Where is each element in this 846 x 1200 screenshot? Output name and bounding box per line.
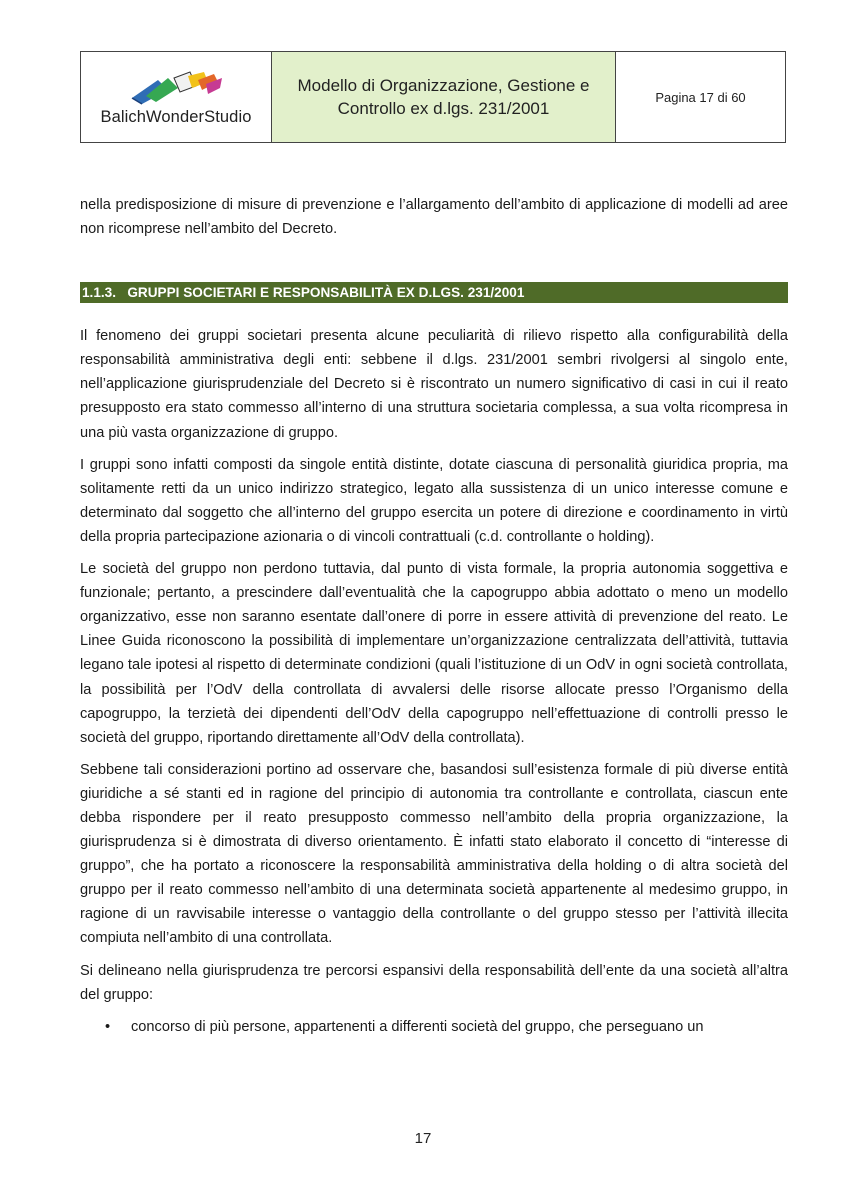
section-heading	[80, 282, 788, 303]
document-title-line1: Modello di Organizzazione, Gestione e	[297, 76, 590, 95]
page-label-cell	[616, 52, 785, 142]
section-heading-text: 1.1.3. GRUPPI SOCIETARI E RESPONSABILITÀ EX D.LGS. 231/2001	[82, 285, 525, 301]
bullet-icon: •	[105, 1018, 111, 1035]
paragraph-5: Si delineano nella giurisprudenza tre percorsi espansivi della responsabilità dell’ente da una società all’altra del gruppo:	[80, 962, 788, 1003]
bullet-list	[80, 1015, 788, 1039]
logo-cell	[81, 52, 272, 142]
document-title-cell	[272, 52, 616, 142]
document-title	[298, 74, 590, 120]
page-content	[80, 193, 788, 1039]
paragraph-2: I gruppi sono infatti composti da singole entità distinte, dotate ciascuna di personalità giuridica propria, ma solitamente retti da un unico indirizzo strategico, legato alla sussistenza di un unico interesse comune e determinato dal soggetto che all’interno del gruppo esercita un potere di direzione e coordinamento in virtù della propria partecipazione azionaria o di vincoli contrattuali (c.d. controllante o holding).	[80, 456, 788, 545]
paragraph-3: Le società del gruppo non perdono tuttavia, dal punto di vista formale, la propria autonomia soggettiva e funzionale; pertanto, a prescindere dall’eventualità che la capogruppo abbia adottato o meno un modello organizzativo, esse non saranno esentate dall’onere di porre in essere attività di prevenzione del reato. Le Linee Guida riconoscono la possibilità di implementare un’organizzazione centralizzata dell’attività, tuttavia legano tale ipotesi al rispetto di determinate condizioni (quali l’istituzione di un OdV in ogni società controllata, la possibilità per l’OdV della controllata di avvalersi delle risorse allocate presso l’Organismo della capogruppo, la terzietà dei dipendenti dell’OdV della capogruppo nell’effettuazione di controlli presso le società del gruppo, riportando direttamente all’OdV della controllata).	[80, 561, 788, 746]
list-item-text: concorso di più persone, appartenenti a differenti società del gruppo, che perseguano un	[131, 1018, 704, 1035]
list-item	[80, 1015, 788, 1039]
page-header	[80, 51, 786, 143]
logo-icon	[128, 68, 224, 106]
document-title-line2: Controllo ex d.lgs. 231/2001	[337, 99, 550, 118]
footer-page-number: 17	[414, 1130, 432, 1147]
page-label: Pagina 17 di 60	[655, 90, 746, 105]
intro-paragraph: nella predisposizione di misure di prevenzione e l’allargamento dell’ambito di applicazione di modelli ad aree non ricomprese nell’ambito del Decreto.	[80, 197, 788, 238]
paragraph-1: Il fenomeno dei gruppi societari presenta alcune peculiarità di rilievo rispetto alla configurabilità della responsabilità amministrativa degli enti: sebbene il d.lgs. 231/2001 sembri rivolgersi al singolo ente, nell’applicazione giurisprudenziale del Decreto si è riscontrato un numero significativo di casi in cui il reato presupposto era stato commesso all’interno di una struttura societaria complessa, a sua volta ricompresa in una più vasta organizzazione di gruppo.	[80, 328, 788, 441]
paragraph-4: Sebbene tali considerazioni portino ad osservare che, basandosi sull’esistenza formale di più diverse entità giuridiche a sé stanti ed in ragione del principio di autonomia tra controllante e controllata, ciascun ente debba rispondere per il reato presupposto commesso nell’ambito della propria organizzazione, la giurisprudenza si è dimostrata di diverso orientamento. È infatti stato elaborato il concetto di “interesse di gruppo”, che ha portato a riconoscere la responsabilità amministrativa della holding o di altra società del gruppo per il reato commesso nell’ambito di una determinata società appartenente al medesimo gruppo, in ragione di un ravvisabile interesse o vantaggio della controllante o del gruppo stesso per l’attività illecita compiuta nell’ambito di una controllata.	[80, 761, 788, 947]
logo-text: BalichWonderStudio	[100, 107, 252, 126]
